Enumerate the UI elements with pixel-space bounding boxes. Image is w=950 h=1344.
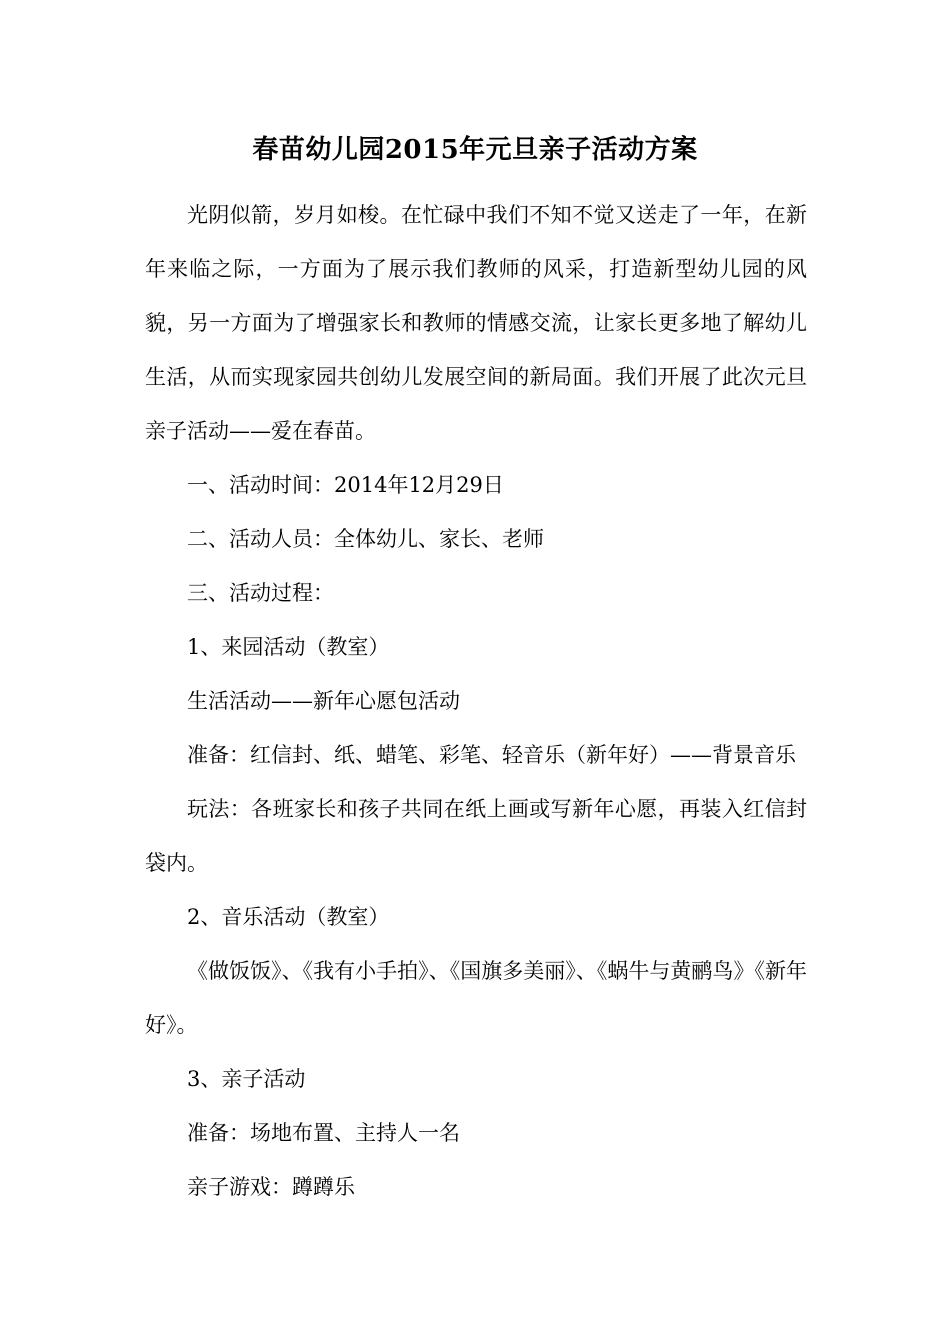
- preparation-parent-child: 准备：场地布置、主持人一名: [187, 1121, 460, 1145]
- life-activity: 生活活动——新年心愿包活动: [187, 689, 460, 713]
- section-music-activity: 2、音乐活动（教室）: [187, 905, 390, 929]
- parent-child-game: 亲子游戏：蹲蹲乐: [187, 1175, 355, 1199]
- activity-process-heading: 三、活动过程：: [187, 581, 334, 605]
- activity-participants: 二、活动人员：全体幼儿、家长、老师: [187, 527, 544, 551]
- activity-time: 一、活动时间：2014年12月29日: [187, 473, 504, 497]
- document-body: [145, 188, 807, 1214]
- section-parent-child-activity: 3、亲子活动: [187, 1067, 306, 1091]
- document-title: 春苗幼儿园2015年元旦亲子活动方案: [252, 135, 698, 165]
- song-list: 《做饭饭》、《我有小手拍》、《国旗多美丽》、《蜗牛与黄鹂鸟》《新年好》。: [145, 959, 807, 1037]
- preparation-arrival: 准备：红信封、纸、蜡笔、彩笔、轻音乐（新年好）——背景音乐: [187, 743, 796, 767]
- intro-paragraph: 光阴似箭，岁月如梭。在忙碌中我们不知不觉又送走了一年，在新年来临之际，一方面为了展示我们教师的风采，打造新型幼儿园的风貌，另一方面为了增强家长和教师的情感交流，让家长更多地了解幼儿生活，从而实现家园共创幼儿发展空间的新局面。我们开展了此次元旦亲子活动——爱在春苗。: [145, 203, 807, 443]
- gameplay-description: 玩法：各班家长和孩子共同在纸上画或写新年心愿，再装入红信封袋内。: [145, 797, 807, 875]
- section-arrival-activity: 1、来园活动（教室）: [187, 635, 390, 659]
